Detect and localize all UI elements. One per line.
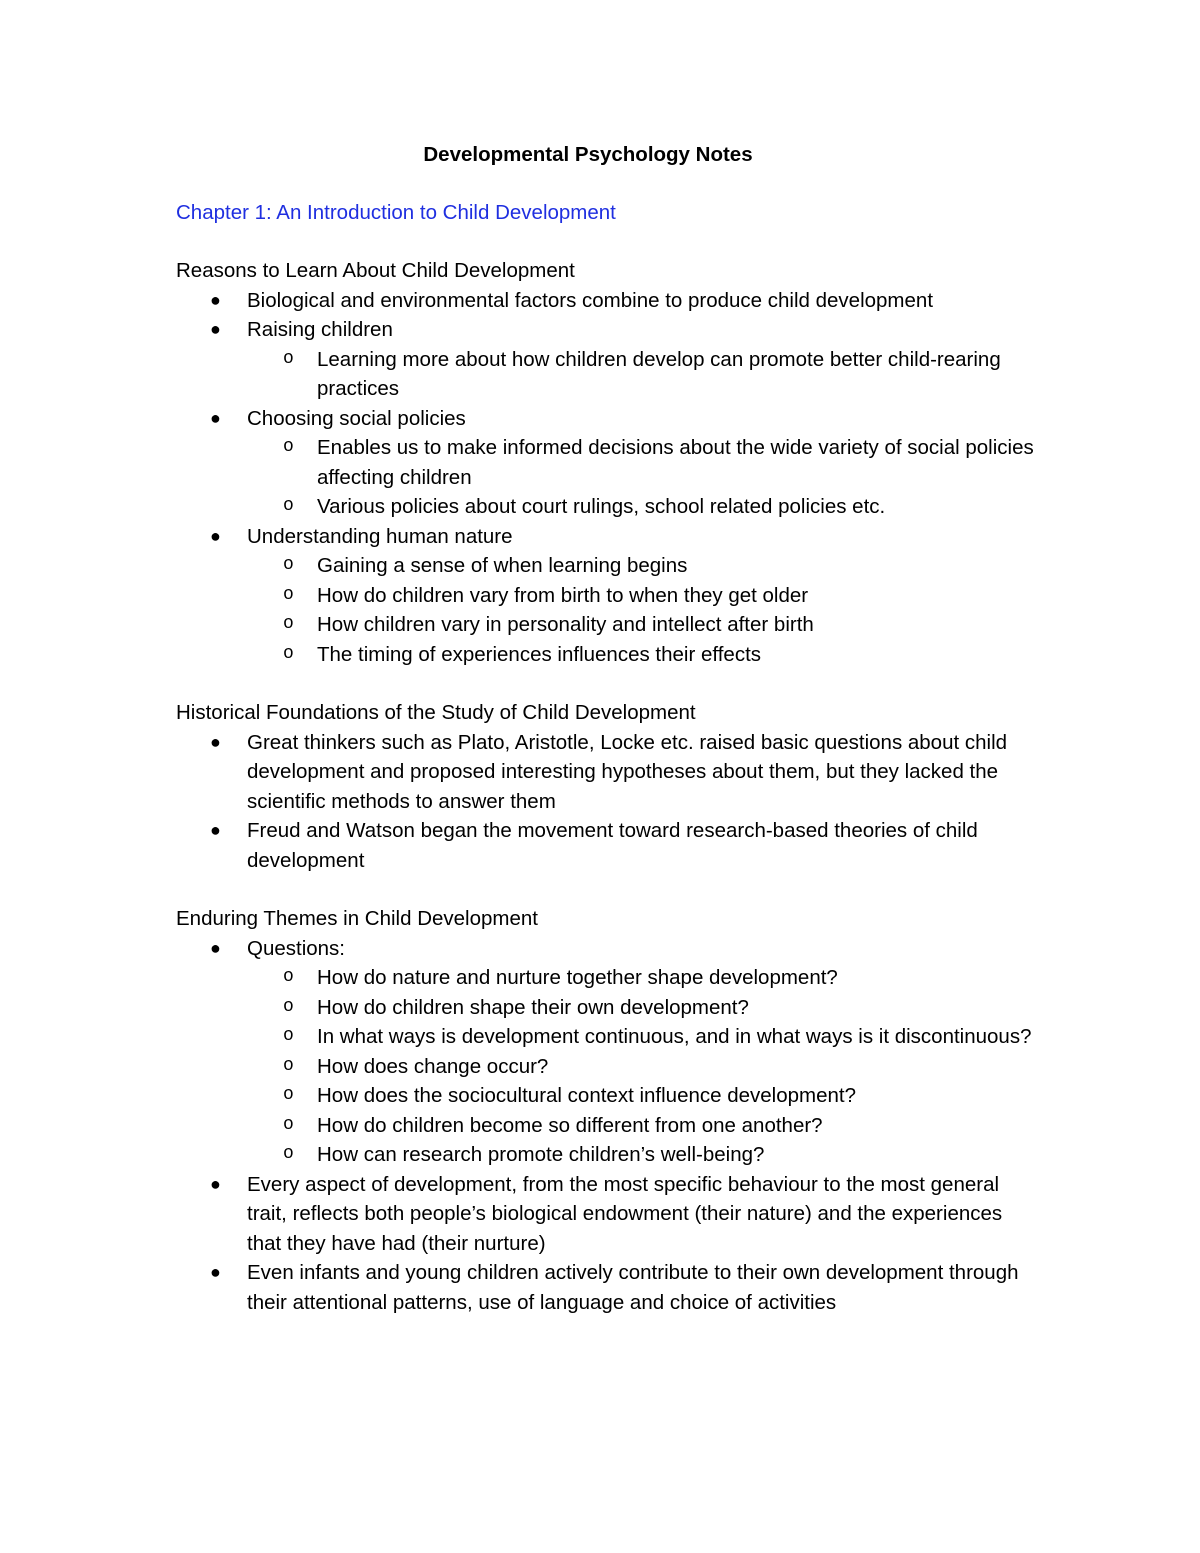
bullet-icon: ● [210, 1262, 221, 1282]
bullet-icon: ● [210, 319, 221, 339]
list-item-text: Even infants and young children actively contribute to their own development through their attentional patterns, use of language and choice of activities [247, 1261, 1019, 1314]
list-item-text: Freud and Watson began the movement toward research-based theories of child development [247, 819, 978, 872]
sub-bullet-list [247, 963, 1036, 1170]
list-item-text: Every aspect of development, from the most specific behaviour to the most general trait, reflects both people’s biological endowment (their nature) and the experiences that they have had (their nurture) [247, 1172, 1003, 1255]
sub-list-item [247, 1111, 1036, 1141]
list-item [176, 816, 1036, 875]
section-heading: Reasons to Learn About Child Development [176, 259, 575, 282]
sub-list-item [247, 345, 1036, 404]
list-item-text: Raising children [247, 318, 393, 341]
list-item [176, 404, 1036, 522]
sub-bullet-icon: o [283, 996, 294, 1017]
sub-list-item-text: Enables us to make informed decisions about the wide variety of social policies affecting children [317, 436, 1034, 489]
list-item [176, 934, 1036, 1170]
sections-container [176, 256, 1036, 1317]
sub-bullet-icon: o [283, 1085, 294, 1105]
sub-bullet-icon: o [283, 614, 294, 634]
sub-list-item-text: How do nature and nurture together shape development? [317, 966, 838, 989]
sub-bullet-icon: o [283, 1144, 294, 1164]
sub-list-item [247, 581, 1036, 611]
list-item [176, 728, 1036, 817]
list-item [176, 286, 1036, 316]
sub-list-item-text: How does the sociocultural context influence development? [317, 1084, 857, 1107]
sub-bullet-list [247, 433, 1036, 522]
list-item-text: Biological and environmental factors combine to produce child development [247, 288, 934, 312]
sub-bullet-icon: o [283, 555, 294, 575]
sub-bullet-icon: o [283, 437, 294, 457]
sub-bullet-icon: o [283, 967, 294, 987]
sub-list-item-text: Gaining a sense of when learning begins [317, 554, 688, 577]
sub-list-item [247, 1022, 1036, 1052]
sub-bullet-icon: o [283, 348, 294, 369]
list-item-text: Great thinkers such as Plato, Aristotle, Locke etc. raised basic questions about child development and proposed interesting hypotheses about them, but they lacked the scientific methods to answer them [247, 730, 1008, 813]
sub-list-item-text: How do children become so different from one another? [317, 1113, 823, 1137]
sub-list-item [247, 640, 1036, 670]
sub-list-item [247, 610, 1036, 640]
chapter-heading: Chapter 1: An Introduction to Child Development [176, 201, 616, 224]
list-item-text: Understanding human nature [247, 524, 513, 548]
page-title: Developmental Psychology Notes [423, 143, 753, 166]
sub-list-item-text: How do children vary from birth to when they get older [317, 583, 809, 607]
bullet-list [176, 286, 1036, 670]
list-item-text: Choosing social policies [247, 406, 466, 430]
sub-bullet-icon: o [283, 1055, 294, 1076]
list-item [176, 315, 1036, 404]
list-item [176, 1170, 1036, 1259]
sub-bullet-icon: o [283, 1114, 294, 1135]
sub-list-item-text: How can research promote children’s well-being? [317, 1143, 765, 1166]
document-body [176, 140, 1036, 1346]
section-heading: Enduring Themes in Child Development [176, 907, 538, 930]
section [176, 698, 1036, 875]
sub-list-item [247, 433, 1036, 492]
sub-bullet-list [247, 551, 1036, 669]
list-item [176, 1258, 1036, 1317]
sub-bullet-list [247, 345, 1036, 404]
section [176, 904, 1036, 1317]
sub-bullet-icon: o [283, 584, 294, 605]
bullet-list [176, 728, 1036, 876]
bullet-icon: ● [210, 525, 221, 546]
sub-list-item [247, 551, 1036, 581]
bullet-icon: ● [210, 820, 221, 840]
section-heading: Historical Foundations of the Study of Child Development [176, 701, 696, 724]
sub-list-item-text: How does change occur? [317, 1054, 549, 1078]
bullet-icon: ● [210, 937, 221, 958]
sub-list-item [247, 1052, 1036, 1082]
bullet-list [176, 934, 1036, 1318]
sub-list-item-text: Learning more about how children develop can promote better child-rearing practices [317, 347, 1001, 400]
sub-bullet-icon: o [283, 643, 294, 664]
sub-list-item [247, 963, 1036, 993]
bullet-icon: ● [210, 289, 221, 310]
bullet-icon: ● [210, 731, 221, 752]
list-item [176, 522, 1036, 670]
bullet-icon: ● [210, 1173, 221, 1194]
sub-list-item-text: How do children shape their own development? [317, 995, 749, 1019]
sub-bullet-icon: o [283, 1026, 294, 1046]
sub-list-item-text: The timing of experiences influences their effects [317, 642, 762, 666]
list-item-text: Questions: [247, 936, 345, 960]
section [176, 256, 1036, 669]
sub-list-item [247, 1081, 1036, 1111]
sub-list-item-text: How children vary in personality and intellect after birth [317, 613, 814, 636]
sub-list-item-text: In what ways is development continuous, and in what ways is it discontinuous? [317, 1025, 1032, 1048]
bullet-icon: ● [210, 407, 221, 428]
sub-list-item [247, 492, 1036, 522]
sub-list-item [247, 993, 1036, 1023]
sub-list-item [247, 1140, 1036, 1170]
sub-bullet-icon: o [283, 496, 294, 516]
sub-list-item-text: Various policies about court rulings, school related policies etc. [317, 495, 886, 518]
